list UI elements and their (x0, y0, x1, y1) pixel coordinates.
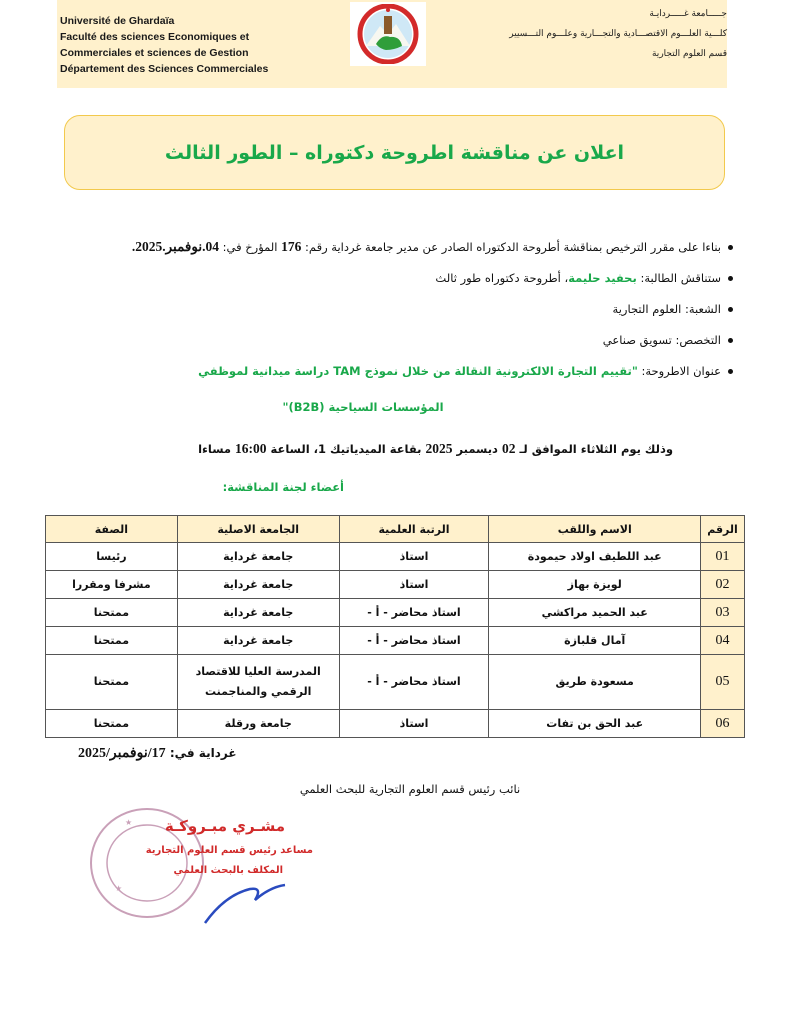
university-emblem-icon (356, 4, 420, 64)
cell-university: جامعة غرداية (177, 571, 339, 599)
cell-number: 02 (701, 571, 745, 599)
cell-number: 03 (701, 599, 745, 627)
column-header-university: الجامعة الاصلية (177, 516, 339, 543)
decision-number: 176 (281, 239, 302, 254)
column-header-name: الاسم واللقب (489, 516, 701, 543)
thesis-label: عنوان الاطروحة: (637, 364, 721, 378)
cell-role: مشرفا ومقررا (46, 571, 178, 599)
defense-month: ديسمبر (452, 442, 502, 456)
cell-number: 05 (701, 655, 745, 710)
svg-text:★: ★ (115, 884, 123, 893)
cell-rank: استاذ محاضر - أ - (339, 655, 489, 710)
letterhead-fr-line: Faculté des sciences Economiques et (60, 31, 250, 43)
cell-name: عبد الحق بن تفات (489, 710, 701, 738)
defense-hall: بقاعة الميدياتيك 1، الساعة (266, 442, 426, 456)
cell-role: ممتحنا (46, 599, 178, 627)
defense-time: 16:00 (235, 441, 267, 456)
authorization-text: بناءا على مقرر الترخيص بمناقشة أطروحة الدكتوراه الصادر عن مدير جامعة غرداية رقم: (301, 240, 721, 254)
cell-role: رئيسا (46, 543, 178, 571)
table-row (46, 543, 745, 571)
cell-role: ممتحنا (46, 655, 178, 710)
student-suffix: ، أطروحة دكتوراه طور ثالث (435, 271, 569, 285)
table-row (46, 571, 745, 599)
table-row (46, 655, 745, 710)
defense-schedule (198, 441, 673, 457)
stamp-name: مشـري مبـروكـة (164, 817, 285, 835)
schedule-day-label: وذلك يوم الثلاثاء الموافق لـ (515, 442, 673, 456)
cell-rank: استاذ (339, 543, 489, 571)
committee-table (45, 515, 745, 738)
cell-number: 04 (701, 627, 745, 655)
defense-period: مساءا (198, 442, 236, 456)
place-and-date (78, 745, 237, 762)
cell-name: عبد اللطيف اولاد حيمودة (489, 543, 701, 571)
authorization-bullet (45, 238, 735, 256)
cell-number: 01 (701, 543, 745, 571)
defense-year: 2025 (425, 441, 453, 456)
cell-university-line: الرقمي والمناجمنت (204, 685, 312, 698)
letterhead-fr-line: Université de Ghardaïa (60, 15, 175, 27)
student-bullet (45, 269, 735, 287)
table-header-row (46, 516, 745, 543)
announcement-details (45, 238, 735, 429)
cell-name: لويزة بهاز (489, 571, 701, 599)
issue-date: 17/نوفمبر/2025 (78, 746, 166, 761)
cell-name: مسعودة طريق (489, 655, 701, 710)
cell-number: 06 (701, 710, 745, 738)
table-row (46, 627, 745, 655)
column-header-number: الرقم (701, 516, 745, 543)
svg-text:★: ★ (125, 818, 133, 827)
column-header-role: الصفة (46, 516, 178, 543)
cell-university: جامعة غرداية (177, 599, 339, 627)
letterhead-ar-line: جـــــامعة غـــــردايـة (649, 9, 727, 19)
thesis-title-line2: المؤسسات السياحية (B2B)" (282, 400, 444, 414)
place-label: غرداية في: (165, 746, 237, 760)
committee-heading: أعضاء لجنة المناقشة: (222, 480, 344, 494)
student-name: بحفيد حليمة (568, 271, 637, 285)
cell-role: ممتحنا (46, 627, 178, 655)
defense-day: 02 (501, 441, 516, 456)
letterhead-french (60, 13, 320, 77)
cell-university-line: المدرسة العليا للاقتصاد (195, 665, 321, 678)
table-row (46, 710, 745, 738)
cell-rank: استاذ (339, 710, 489, 738)
announcement-title: اعلان عن مناقشة اطروحة دكتوراه – الطور الثالث (164, 141, 625, 164)
thesis-title-line1: "تقييم التجارة الالكترونية النقالة من خلال نموذج TAM دراسة ميدانية لموظفي (198, 364, 638, 378)
thesis-title-bullet (45, 362, 735, 416)
letterhead-ar-line: كلـــية العلـــوم الاقتصـــادية والتجـــارية وعلـــوم التـــسيير (509, 29, 727, 39)
cell-rank: استاذ (339, 571, 489, 599)
cell-name: آمال قلبازة (489, 627, 701, 655)
letterhead-fr-line: Commerciales et sciences de Gestion (60, 47, 249, 59)
stamp-line1: مساعد رئيس قسم العلوم التجارية (145, 845, 313, 856)
column-header-rank: الرتبة العلمية (339, 516, 489, 543)
cell-role: ممتحنا (46, 710, 178, 738)
letterhead-fr-line: Département des Sciences Commerciales (60, 63, 269, 75)
letterhead-ar-line: قسم العلوم التجارية (651, 49, 727, 59)
branch-bullet: الشعبة: العلوم التجارية (45, 300, 735, 318)
decision-date: 04.نوفمبر.2025. (131, 239, 219, 254)
cell-university: جامعة غرداية (177, 627, 339, 655)
cell-rank: استاذ محاضر - أ - (339, 599, 489, 627)
official-stamp (85, 805, 325, 925)
stamp-line2: المكلف بالبحث العلمي (173, 865, 283, 876)
signatory-title: نائب رئيس قسم العلوم التجارية للبحث العلمي (299, 782, 521, 796)
letterhead-arabic (437, 4, 727, 64)
announcement-title-box (64, 115, 725, 190)
university-logo (350, 2, 426, 66)
cell-name: عبد الحميد مراكشي (489, 599, 701, 627)
specialty-bullet: التخصص: تسويق صناعي (45, 331, 735, 349)
table-row (46, 599, 745, 627)
cell-university: جامعة غرداية (177, 543, 339, 571)
student-label: ستناقش الطالبة: (636, 271, 721, 285)
authorization-date-label: المؤرخ في: (218, 240, 282, 254)
cell-rank: استاذ محاضر - أ - (339, 627, 489, 655)
cell-university (177, 655, 339, 710)
cell-university: جامعة ورقلة (177, 710, 339, 738)
